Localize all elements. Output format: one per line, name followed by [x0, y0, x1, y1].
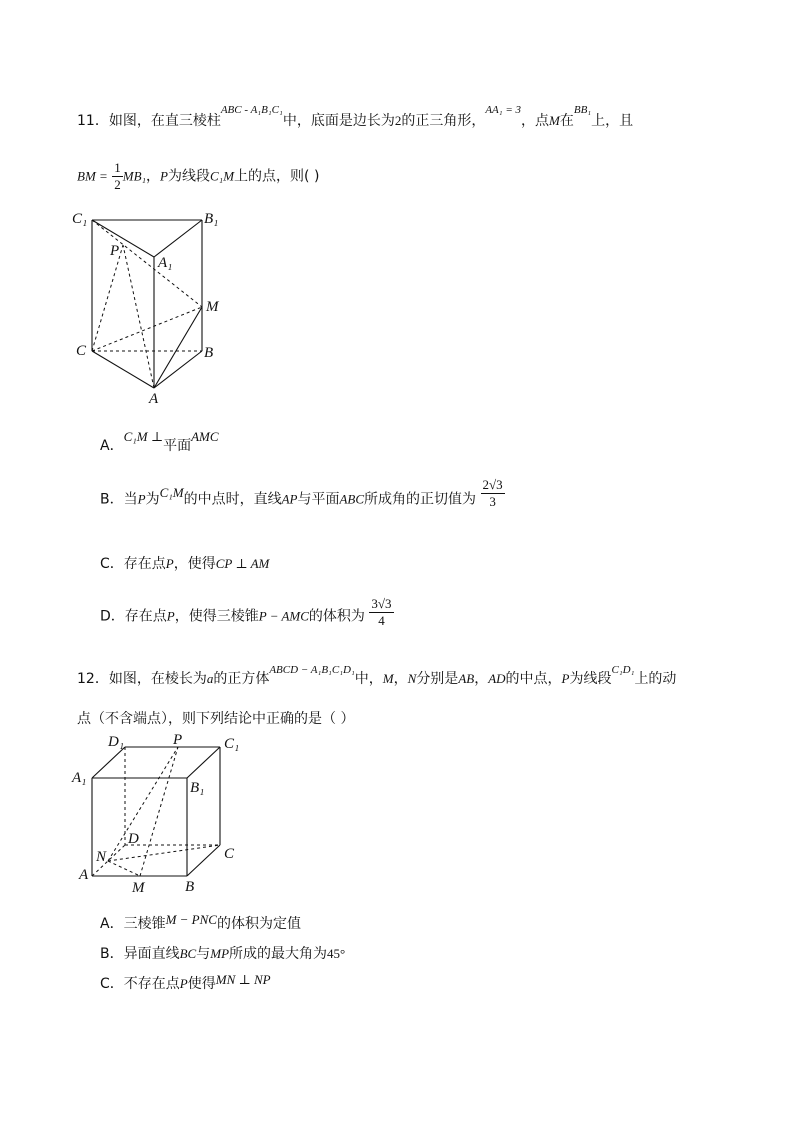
dashed-n-c — [108, 845, 220, 861]
q12-opt-b-bc: BC — [179, 946, 197, 961]
q11-opt-b-c1m: C₁M — [159, 484, 184, 500]
q12-cube-expr: ABCD − A₁B₁C₁D₁ — [269, 664, 355, 676]
q12-text-1: 的正方体 — [213, 671, 270, 687]
q11-text-5: 上，且 — [591, 113, 634, 129]
q12-text-7: 为线段 — [569, 671, 612, 687]
q12-text-6: 的中点， — [505, 671, 562, 687]
q12-opt-b-label: B．异面直线 — [100, 946, 180, 962]
q11-opt-b-fraction — [481, 477, 505, 510]
q11-number-text: 11．如图，在直三棱柱 — [77, 113, 221, 129]
q11-bm-left: BM = — [77, 168, 108, 184]
q12-text-8: 上的动 — [634, 671, 677, 687]
q12-ab-var: AB — [458, 671, 475, 686]
q12-option-a — [100, 913, 301, 933]
q12-opt-c-t1: 使得 — [187, 976, 216, 992]
q12-text-2: 中， — [354, 671, 383, 687]
label-c1: C₁ — [72, 211, 88, 227]
q12-opt-b-deg: 45° — [327, 946, 346, 961]
q11-opt-b-t3: 与平面 — [297, 491, 340, 508]
edge-a1-b1 — [154, 220, 202, 257]
edge-c1-a1 — [92, 220, 154, 257]
q11-opt-d-label: D．存在点 — [100, 608, 167, 625]
label-c1: C₁ — [224, 736, 240, 752]
q12-text-4: 分别是 — [416, 671, 459, 687]
q12-opt-c-p: P — [179, 976, 188, 991]
q11-m-var: M — [549, 113, 560, 128]
q12-opt-a-label: A．三棱锥 — [100, 916, 166, 932]
q11-opt-b-label: B．当 — [100, 491, 138, 508]
q11-opt-b-p: P — [137, 491, 146, 507]
q11-opt-d-expr: P − AMC — [258, 608, 309, 624]
q11-opt-c-p: P — [165, 556, 174, 571]
q12-option-b — [100, 943, 345, 963]
q11-bm-fraction — [112, 160, 123, 193]
q12-opt-c-label: C．不存在点 — [100, 976, 180, 992]
q11-bm-den: 2 — [114, 177, 121, 192]
dashed-a-p — [123, 245, 154, 388]
q11-line1 — [77, 104, 634, 130]
label-b1: B₁ — [190, 780, 205, 796]
q11-text-4: 在 — [559, 113, 574, 129]
q11-opt-c-t1: ，使得 — [173, 556, 216, 572]
q11-line2 — [77, 160, 319, 193]
q11-p-var: P — [160, 168, 168, 184]
edge-a-b — [154, 351, 202, 388]
label-n: N — [96, 849, 107, 865]
q11-c1m-expr: C₁M — [210, 168, 235, 184]
q11-opt-c-expr: CP ⊥ AM — [215, 556, 270, 571]
label-p: P — [173, 732, 183, 748]
q11-opt-b-den: 3 — [489, 494, 496, 509]
q11-opt-b-ap: AP — [281, 491, 298, 507]
q11-prism-figure — [70, 205, 230, 405]
q12-line2: 点（不含端点），则下列结论中正确的是（ ） — [77, 711, 355, 727]
q12-line1 — [77, 664, 677, 688]
q12-opt-b-t1: 与 — [196, 946, 211, 962]
edge-b-c — [187, 845, 220, 876]
q11-option-a — [100, 429, 219, 455]
q11-text-2: 的正三角形， — [401, 113, 486, 129]
edge-a-m — [154, 307, 202, 388]
q12-number-text: 12．如图，在棱长为 — [77, 671, 207, 687]
edge-b1-c1 — [187, 747, 220, 778]
q11-opt-d-t1: ，使得三棱锥 — [174, 608, 259, 625]
q12-n-var: N — [407, 671, 417, 686]
q12-option-c — [100, 973, 271, 993]
q11-opt-b-abc: ABC — [339, 491, 365, 507]
q11-option-d — [100, 596, 394, 633]
q11-line2-b: 为线段 — [168, 168, 210, 185]
q11-opt-d-t2: 的体积为 — [308, 608, 365, 625]
edge-a1-d1 — [92, 747, 125, 778]
q11-opt-d-p: P — [166, 608, 175, 624]
q12-m-var: M — [382, 671, 394, 686]
dashed-c-m — [92, 307, 202, 351]
label-b: B — [204, 345, 214, 361]
q12-opt-c-expr: MN ⊥ NP — [215, 972, 271, 987]
q11-opt-d-num: 3√3 — [371, 596, 392, 611]
q12-opt-a-expr: M − PNC — [165, 912, 217, 927]
q11-bb1-expr: BB₁ — [573, 104, 592, 116]
q12-p-var: P — [561, 671, 570, 686]
q11-opt-a-expr1: C₁M ⊥ — [123, 429, 164, 444]
q12-text-3: ， — [393, 671, 408, 687]
label-b1: B₁ — [204, 211, 219, 227]
label-m: M — [132, 880, 145, 895]
q12-opt-b-mp: MP — [210, 946, 230, 961]
label-a: A — [149, 391, 159, 405]
q12-c1d1-expr: C₁D₁ — [611, 664, 635, 676]
label-p: P — [110, 243, 120, 259]
q11-aa1-expr: AA₁ = 3 — [485, 104, 522, 116]
dashed-n-p — [108, 747, 178, 861]
q11-opt-c-label: C．存在点 — [100, 556, 166, 572]
dashed-c-p — [92, 245, 123, 351]
edge-c-a — [92, 351, 154, 388]
label-c: C — [76, 343, 87, 359]
q11-opt-b-t4: 所成角的正切值为 — [364, 491, 477, 508]
q11-opt-b-t1: 为 — [145, 491, 160, 508]
q11-opt-a-text: 平面 — [163, 438, 192, 454]
q11-prism-expr: ABC - A₁B₁C₁ — [220, 104, 283, 116]
dashed-m-p — [140, 747, 178, 876]
label-d1: D₁ — [108, 734, 125, 750]
q11-text-1: 中，底面是边长为 — [282, 113, 395, 129]
q11-option-b — [100, 477, 505, 516]
q12-ad-var: AD — [488, 671, 506, 686]
q12-opt-b-t2: 所成的最大角为 — [229, 946, 328, 962]
q11-line2-a: ， — [146, 168, 161, 185]
label-a1: A₁ — [72, 770, 87, 786]
q11-opt-b-t2: 的中点时，直线 — [183, 491, 282, 508]
label-a: A — [79, 867, 89, 883]
q11-opt-a-expr2: AMC — [191, 429, 219, 444]
label-b: B — [185, 879, 195, 895]
q11-text-3: ，点 — [521, 113, 550, 129]
q12-opt-a-t1: 的体积为定值 — [216, 916, 301, 932]
q11-bm-right: MB₁ — [122, 168, 147, 184]
q11-line2-c: 上的点，则( ) — [234, 168, 320, 185]
q11-bm-num: 1 — [114, 160, 121, 175]
q11-opt-b-num: 2√3 — [482, 477, 503, 492]
q12-a-var: a — [206, 671, 214, 686]
q12-text-5: ， — [474, 671, 489, 687]
label-a1: A₁ — [158, 255, 173, 271]
label-c: C — [224, 846, 235, 862]
label-m: M — [206, 299, 219, 315]
q11-opt-d-fraction — [369, 596, 393, 629]
dashed-n-m — [108, 861, 140, 876]
q11-option-c — [100, 553, 269, 573]
label-d: D — [128, 831, 139, 847]
q11-opt-d-den: 4 — [378, 613, 385, 628]
q11-side-value: 2 — [394, 113, 402, 128]
q11-opt-a-label: A． — [100, 438, 124, 454]
q12-cube-figure — [70, 730, 250, 895]
